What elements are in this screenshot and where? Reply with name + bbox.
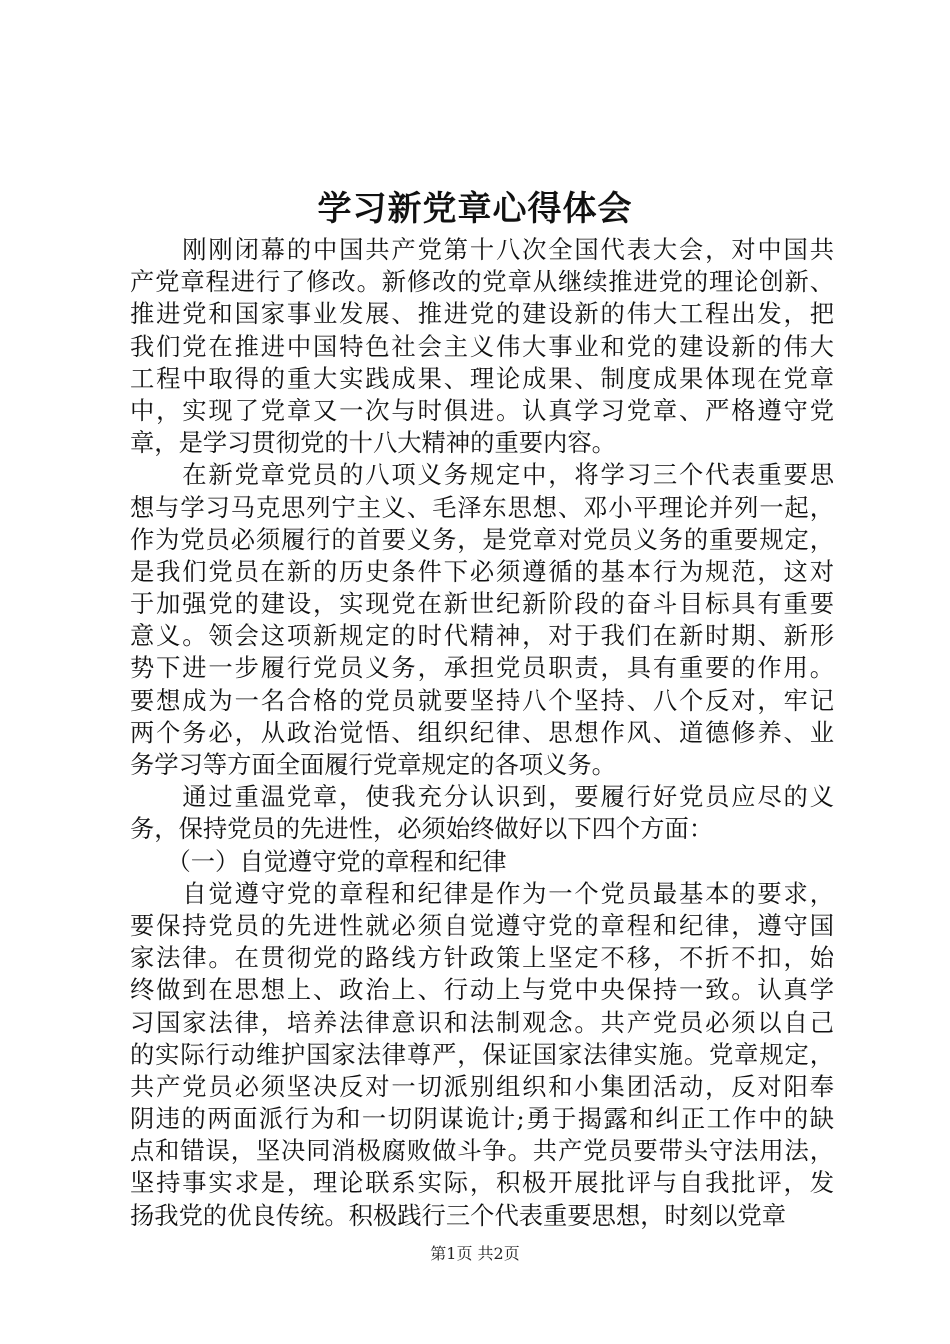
text-line: 扬我党的优良传统。积极践行三个代表重要思想，时刻以党章 <box>130 1200 787 1230</box>
text-line: 两个务必，从政治觉悟、组织纪律、思想作风、道德修养、业 <box>130 717 834 747</box>
text-line: 刚刚闭幕的中国共产党第十八次全国代表大会，对中国共 <box>130 235 834 264</box>
text-line: 终做到在思想上、政治上、行动上与党中央保持一致。认真学 <box>130 975 834 1005</box>
text-line: 要想成为一名合格的党员就要坚持八个坚持、八个反对，牢记 <box>130 685 834 715</box>
text-line: 中，实现了党章又一次与时俱进。认真学习党章、严格遵守党 <box>130 395 834 425</box>
text-line: 习国家法律，培养法律意识和法制观念。共产党员必须以自己 <box>130 1007 834 1037</box>
text-line: 的实际行动维护国家法律尊严，保证国家法律实施。党章规定， <box>130 1039 834 1069</box>
text-line: 章，是学习贯彻党的十八大精神的重要内容。 <box>130 428 616 458</box>
text-line: 推进党和国家事业发展、推进党的建设新的伟大工程出发，把 <box>130 299 834 329</box>
text-line: 产党章程进行了修改。新修改的党章从继续推进党的理论创新、 <box>130 267 834 297</box>
text-line: 务，保持党员的先进性，必须始终做好以下四个方面： <box>130 814 714 844</box>
text-line: 要保持党员的先进性就必须自觉遵守党的章程和纪律，遵守国 <box>130 910 834 940</box>
text-line: 工程中取得的重大实践成果、理论成果、制度成果体现在党章 <box>130 363 834 393</box>
text-line: 是我们党员在新的历史条件下必须遵循的基本行为规范，这对 <box>130 556 834 586</box>
document-title: 学习新党章心得体会 <box>317 189 633 229</box>
text-line: 共产党员必须坚决反对一切派别组织和小集团活动，反对阳奉 <box>130 1071 834 1101</box>
text-line: 想与学习马克思列宁主义、毛泽东思想、邓小平理论并列一起， <box>130 492 834 522</box>
text-line: 作为党员必须履行的首要义务，是党章对党员义务的重要规定， <box>130 524 834 554</box>
text-line: 意义。领会这项新规定的时代精神，对于我们在新时期、新形 <box>130 621 834 651</box>
text-line: 势下进一步履行党员义务，承担党员职责，具有重要的作用。 <box>130 653 834 683</box>
text-line: 务学习等方面全面履行党章规定的各项义务。 <box>130 750 616 779</box>
text-line: 通过重温党章，使我充分认识到，要履行好党员应尽的义 <box>130 782 834 812</box>
text-line: 坚持事实求是，理论联系实际，积极开展批评与自我批评，发 <box>130 1168 834 1198</box>
text-line: 自觉遵守党的章程和纪律是作为一个党员最基本的要求， <box>130 878 834 908</box>
text-line: 在新党章党员的八项义务规定中，将学习三个代表重要思 <box>130 460 834 490</box>
text-line: （一）自觉遵守党的章程和纪律 <box>130 846 507 876</box>
text-line: 我们党在推进中国特色社会主义伟大事业和党的建设新的伟大 <box>130 331 834 361</box>
document-body <box>130 234 834 1232</box>
text-line: 家法律。在贯彻党的路线方针政策上坚定不移，不折不扣，始 <box>130 943 834 973</box>
page-footer: 第1页 共2页 <box>430 1244 520 1263</box>
text-line: 阴违的两面派行为和一切阴谋诡计;勇于揭露和纠正工作中的缺 <box>130 1104 834 1134</box>
text-line: 于加强党的建设，实现党在新世纪新阶段的奋斗目标具有重要 <box>130 589 834 619</box>
text-line: 点和错误，坚决同消极腐败做斗争。共产党员要带头守法用法， <box>130 1136 834 1166</box>
